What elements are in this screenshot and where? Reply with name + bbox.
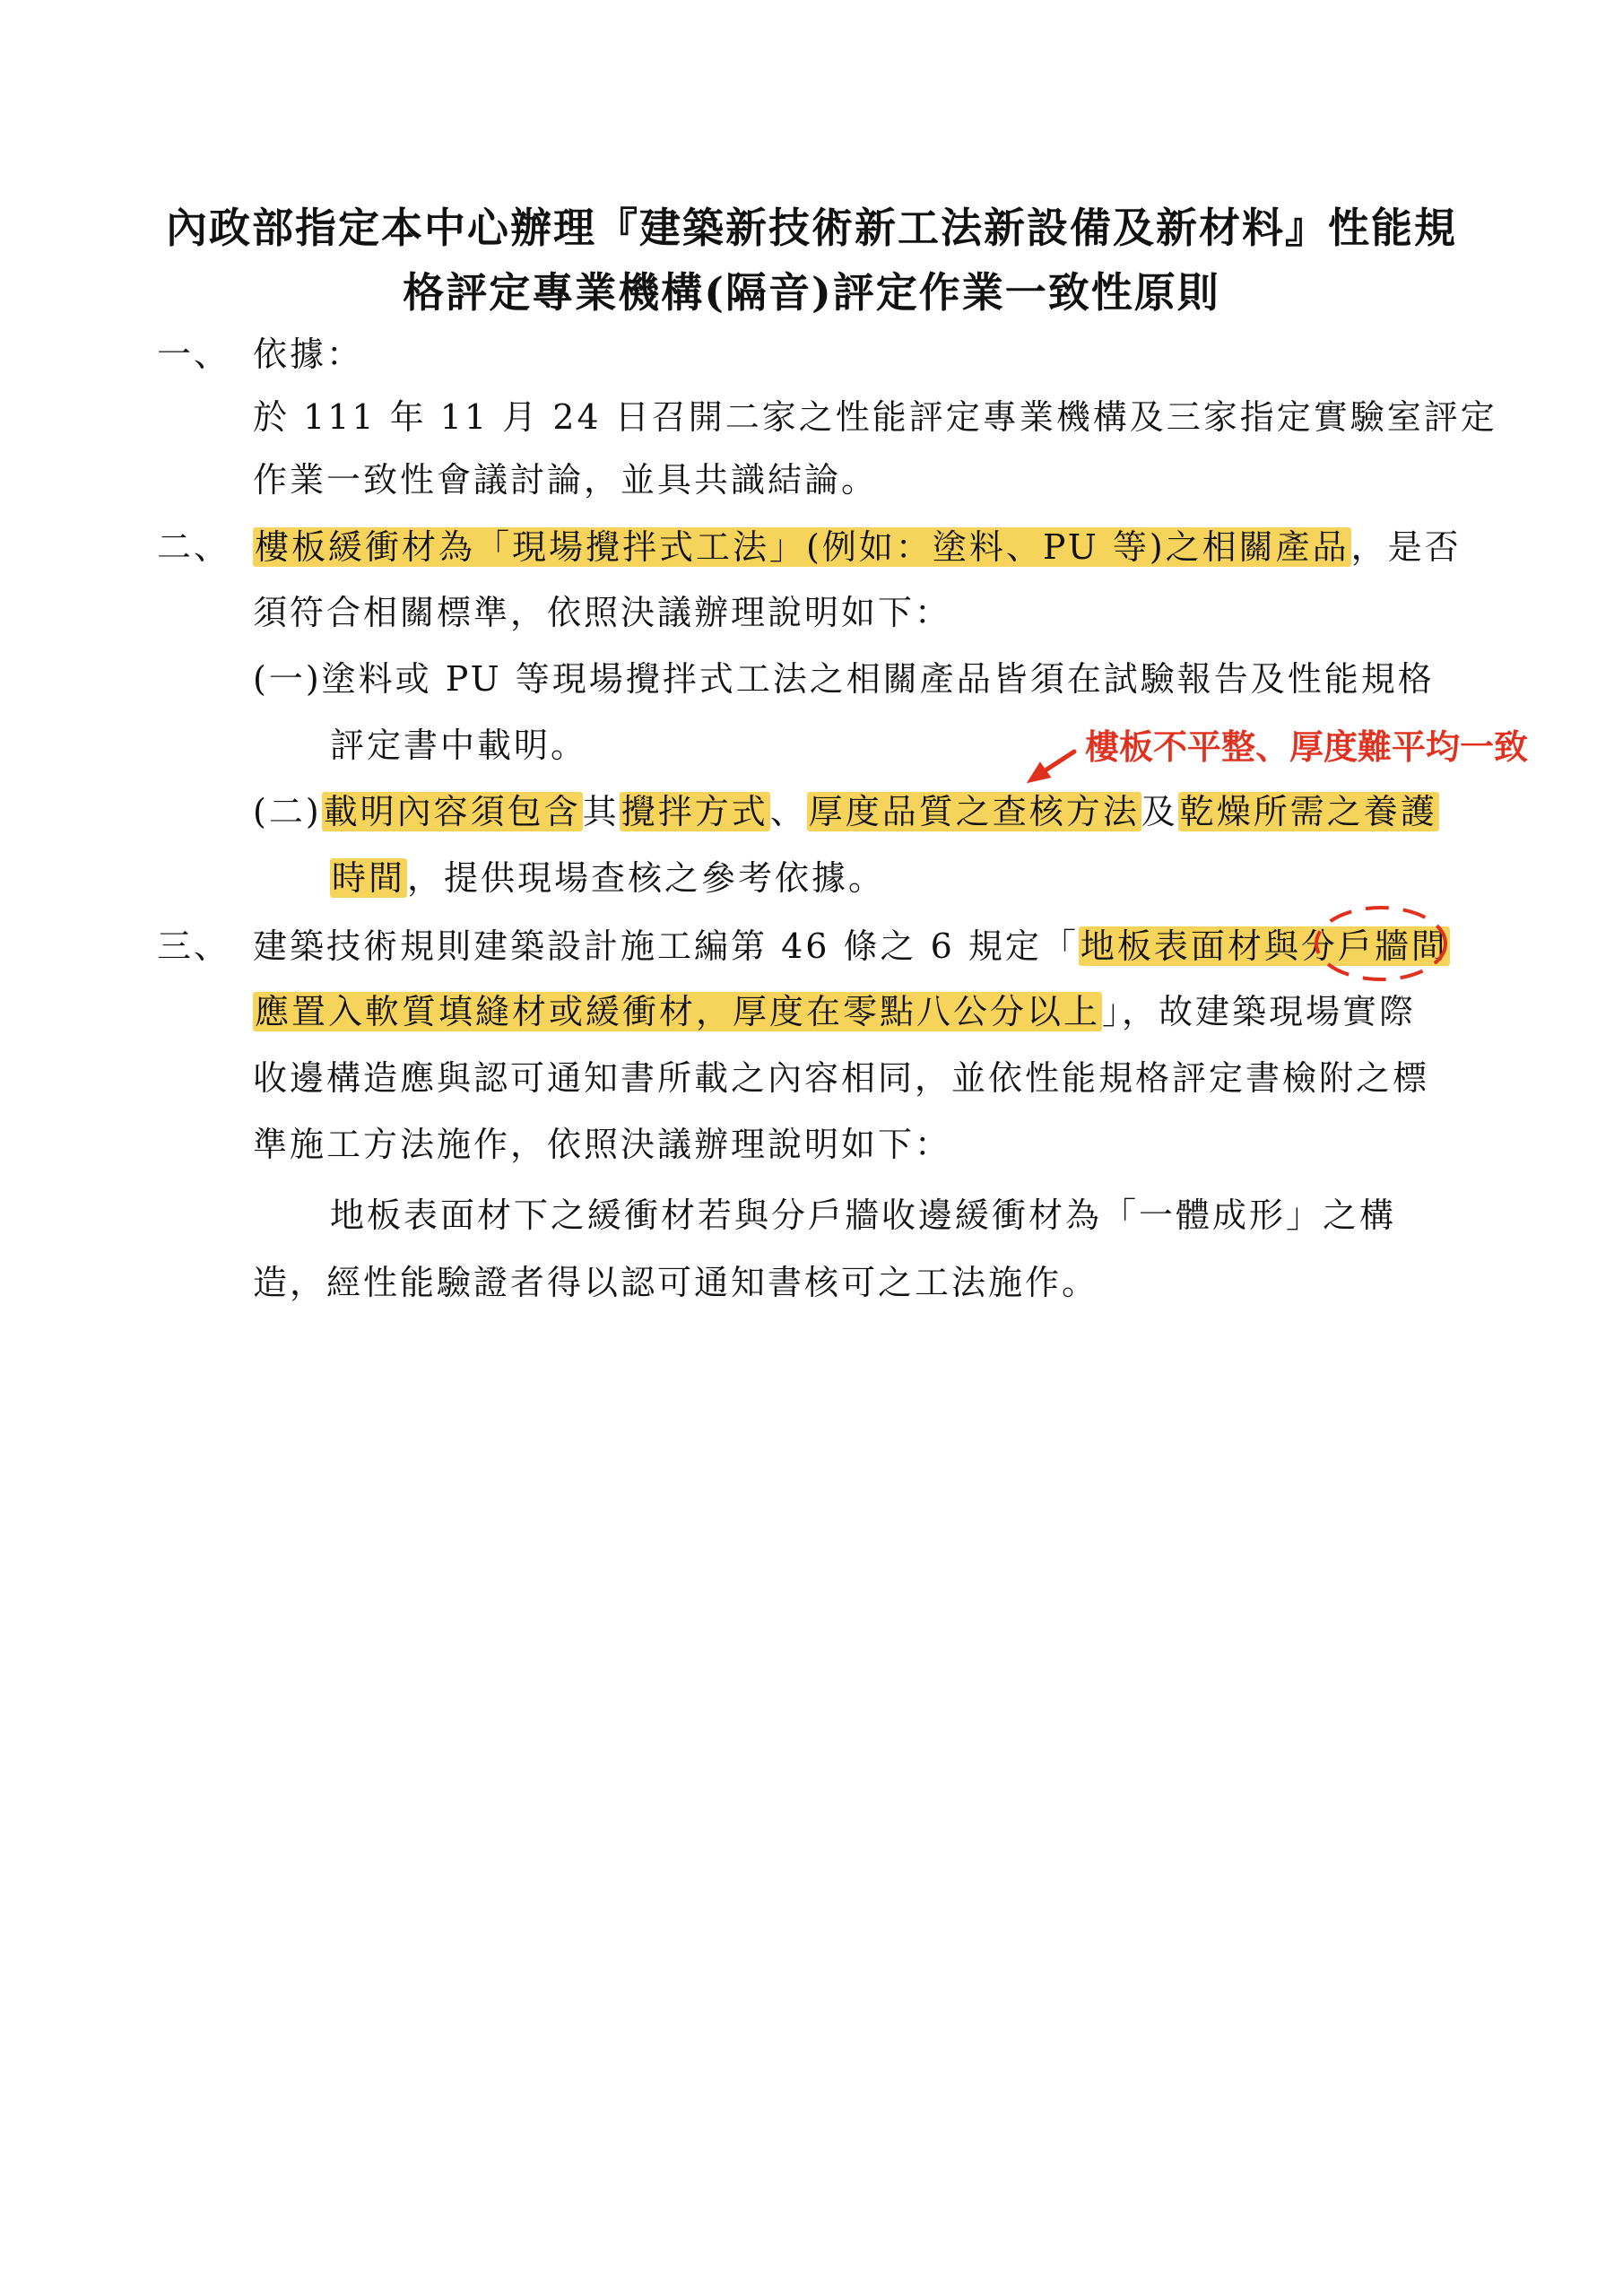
item-2-text-2: 、 [769,792,807,831]
section-1-line-1: 於 111 年 11 月 24 日召開二家之性能評定專業機構及三家指定實驗室評定 [253,397,1497,437]
section-2-line-2: 須符合相關標準，依照決議辦理說明如下： [253,593,952,632]
item-2-highlight-1: 載明內容須包含 [323,792,581,831]
handwritten-annotation: 樓板不平整、厚度難平均一致 [1085,727,1529,767]
item-2-line-2-highlight: 時間 [332,858,406,898]
section-2-item-1-line-1: (一)塗料或 PU 等現場攪拌式工法之相關產品皆須在試驗報告及性能規格 [253,659,1435,699]
document-title-line-2: 格評定專業機構(隔音)評定作業一致性原則 [403,268,1220,317]
section-1-line-2: 作業一致性會議討論，並具共識結論。 [253,460,879,500]
section-3-line-2-highlight: 應置入軟質填縫材或緩衝材，厚度在零點八公分以上 [255,992,1101,1031]
section-2-item-2-line-1 [253,789,1439,834]
section-3-line-1-highlight: 地板表面材與分戶牆間 [1080,926,1448,966]
item-2-highlight-2: 攪拌方式 [621,792,768,831]
section-2-item-1-line-2: 評定書中載明。 [330,726,588,765]
item-2-line-2-rest: ，提供現場查核之參考依據。 [407,858,886,898]
document-title-line-1: 內政部指定本中心辦理『建築新技術新工法新設備及新材料』性能規 [166,204,1457,252]
item-2-highlight-3: 厚度品質之查核方法 [808,792,1140,831]
section-1-number: 一、 [157,335,231,374]
section-3-line-1 [253,924,1450,969]
section-3-paragraph-line-1: 地板表面材下之緩衝材若與分戶牆收邊緩衝材為「一體成形」之構 [330,1196,1397,1235]
section-2-item-2-line-2 [330,856,885,900]
section-1-heading: 依據： [253,335,364,374]
section-2-line-1-rest: ，是否 [1350,527,1462,567]
item-2-prefix: (二) [253,792,322,831]
section-3-line-4: 準施工方法施作，依照決議辦理說明如下： [253,1125,952,1164]
section-3-line-2 [253,989,1416,1034]
annotation-arrow [1029,752,1074,781]
section-2-number: 二、 [157,527,231,567]
section-2-highlight: 樓板緩衝材為「現場攪拌式工法」(例如：塗料、PU 等)之相關產品 [255,527,1350,567]
section-3-line-1-text: 建築技術規則建築設計施工編第 46 條之 6 規定「 [253,926,1079,966]
section-2-line-1 [253,525,1462,570]
section-3-paragraph-line-2: 造，經性能驗證者得以認可通知書核可之工法施作。 [253,1263,1099,1302]
item-2-highlight-4: 乾燥所需之養護 [1179,792,1437,831]
item-2-text-1: 其 [582,792,620,831]
item-2-text-3: 及 [1141,792,1178,831]
section-3-line-3: 收邊構造應與認可通知書所載之內容相同，並依性能規格評定書檢附之標 [253,1058,1430,1098]
section-3-line-2-rest: 」，故建築現場實際 [1102,992,1417,1031]
section-3-number: 三、 [157,926,231,966]
